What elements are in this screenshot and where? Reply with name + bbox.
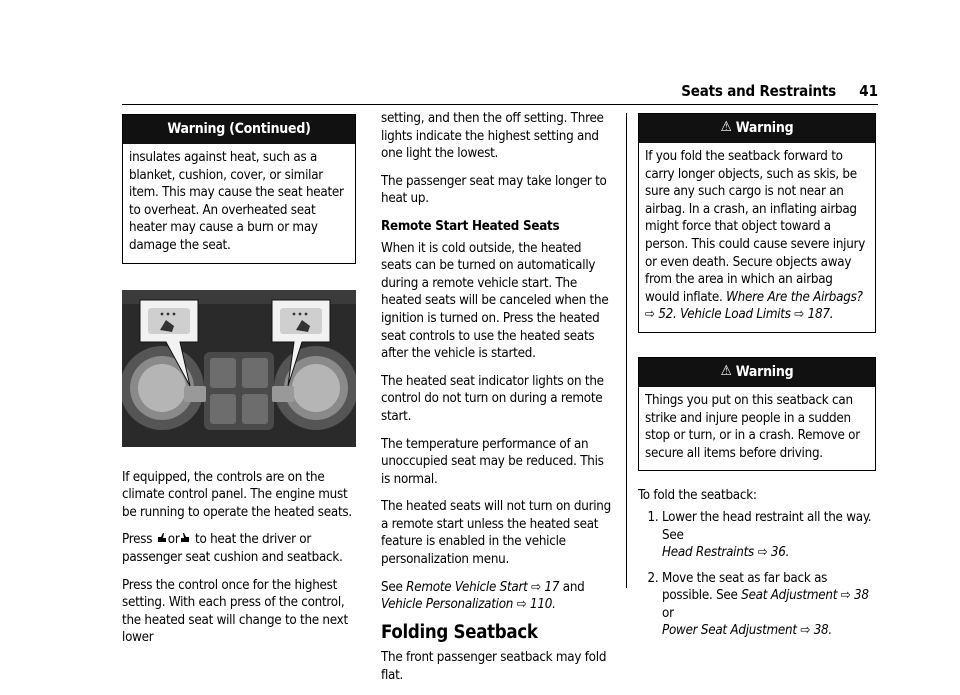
off-setting-text: setting, and then the off setting. Three lights indicate the highest setting and one light the lowest.: [381, 111, 604, 162]
folding-seatback-heading: Folding Seatback: [381, 621, 538, 643]
passenger-heat-text: The passenger seat may take longer to heat up.: [381, 173, 607, 207]
page-ref-38b[interactable]: ⇨ 38.: [800, 623, 832, 639]
heat-press-text: [122, 531, 356, 566]
column-divider: [626, 113, 627, 588]
page-ref-36[interactable]: ⇨ 36.: [757, 545, 790, 561]
step2-text: Move the seat as far back as possible. See: [662, 570, 828, 604]
column-right: [638, 113, 876, 648]
warning-title-objects: [639, 358, 875, 387]
link-vehicle-personalization[interactable]: Vehicle Personalization: [381, 597, 514, 613]
controls-location-text: If equipped, the controls are on the climate control panel. The engine must be running to operate the heated seats.: [122, 469, 352, 520]
header-rule: [122, 104, 878, 105]
warning-box-objects: [638, 357, 876, 471]
warning-label: Warning: [735, 363, 794, 380]
warning-label: Warning: [735, 120, 794, 136]
remote-start-subheading: Remote Start Heated Seats: [381, 218, 560, 234]
column-left: [122, 114, 356, 657]
page-ref-187[interactable]: ⇨ 187.: [794, 307, 834, 323]
fold-steps-list: [638, 509, 876, 640]
driver-heated-seat-icon: [156, 532, 168, 544]
page-ref-38[interactable]: ⇨ 38: [840, 588, 869, 604]
remote-start-text: When it is cold outside, the heated seats can be turned on automatically during a remote vehicle start. The heated seats will be canceled when the ignition is turned on. Press the heated seat controls to use the heated seats after the vehicle is started.: [381, 240, 609, 362]
link-where-are-airbags[interactable]: Where Are the Airbags?: [726, 289, 863, 305]
warning-text-airbag: If you fold the seatback forward to carry longer objects, such as skis, be sure any such cargo is not near an airbag. In a crash, an inflating airbag might force that object toward a person. This could cause severe injury or even death. Secure objects away from the area in which an airbag would inflate.: [645, 149, 866, 305]
warning-continued-title: Warning (Continued): [123, 115, 355, 144]
heated-seat-controls-illustration: [122, 290, 356, 447]
fold-step-2: [662, 570, 876, 640]
link-power-seat-adjustment[interactable]: Power Seat Adjustment: [662, 623, 797, 639]
column-middle: [381, 110, 615, 695]
page-header: [122, 82, 878, 104]
or-label: or: [662, 605, 674, 621]
press-once-text: Press the control once for the highest setting. With each press of the control, the heated seat will change to the next lower: [122, 577, 348, 646]
passenger-heated-seat-icon: [179, 532, 191, 544]
warning-title-airbag: [639, 114, 875, 143]
page-number: 41: [859, 82, 878, 100]
page-ref-110[interactable]: ⇨ 110.: [516, 597, 556, 613]
link-seat-adjustment[interactable]: Seat Adjustment: [741, 588, 838, 604]
and-label: and: [562, 579, 585, 595]
warning-continued-box: [122, 114, 356, 264]
warning-triangle-icon: ⚠: [720, 362, 732, 379]
indicator-lights-text: The heated seat indicator lights on the control do not turn on during a remote start.: [381, 373, 604, 424]
link-vehicle-load-limits[interactable]: Vehicle Load Limits: [680, 307, 791, 323]
see-references: [381, 579, 615, 614]
temperature-performance-text: The temperature performance of an unoccupied seat may be reduced. This is normal.: [381, 436, 604, 487]
see-label: See: [381, 579, 403, 595]
link-remote-vehicle-start[interactable]: Remote Vehicle Start: [406, 579, 528, 595]
step1-text: Lower the head restraint all the way. See: [662, 509, 872, 543]
warning-triangle-icon: ⚠: [720, 119, 732, 135]
heat-seat-description: to heat the driver or passenger seat cushion and seatback.: [122, 532, 343, 565]
personalization-text: The heated seats will not turn on during a remote start unless the heated seat feature is enabled in the vehicle personalization menu.: [381, 499, 611, 568]
climate-control-photo: [122, 290, 356, 447]
fold-step-1: [662, 509, 876, 562]
warning-box-airbag: [638, 113, 876, 333]
press-label: Press: [122, 532, 153, 548]
warning-body-airbag: [639, 143, 875, 332]
fold-intro: To fold the seatback:: [638, 488, 757, 504]
page-ref-52[interactable]: ⇨ 52.: [645, 307, 677, 323]
warning-body-objects: Things you put on this seatback can strike and injure people in a sudden stop or turn, or in a crash. Remove or secure all items before driving.: [645, 392, 860, 461]
warning-continued-body: insulates against heat, such as a blanket, cushion, cover, or similar item. This may cause the seat heater to overheat. An overheated seat heater may cause a burn or may damage the seat.: [129, 150, 344, 253]
fold-flat-text: The front passenger seatback may fold flat.: [381, 650, 607, 684]
section-title: Seats and Restraints: [681, 82, 836, 100]
link-head-restraints[interactable]: Head Restraints: [662, 545, 755, 561]
or-label: or: [167, 532, 180, 548]
page-ref-17[interactable]: ⇨ 17: [531, 579, 560, 595]
